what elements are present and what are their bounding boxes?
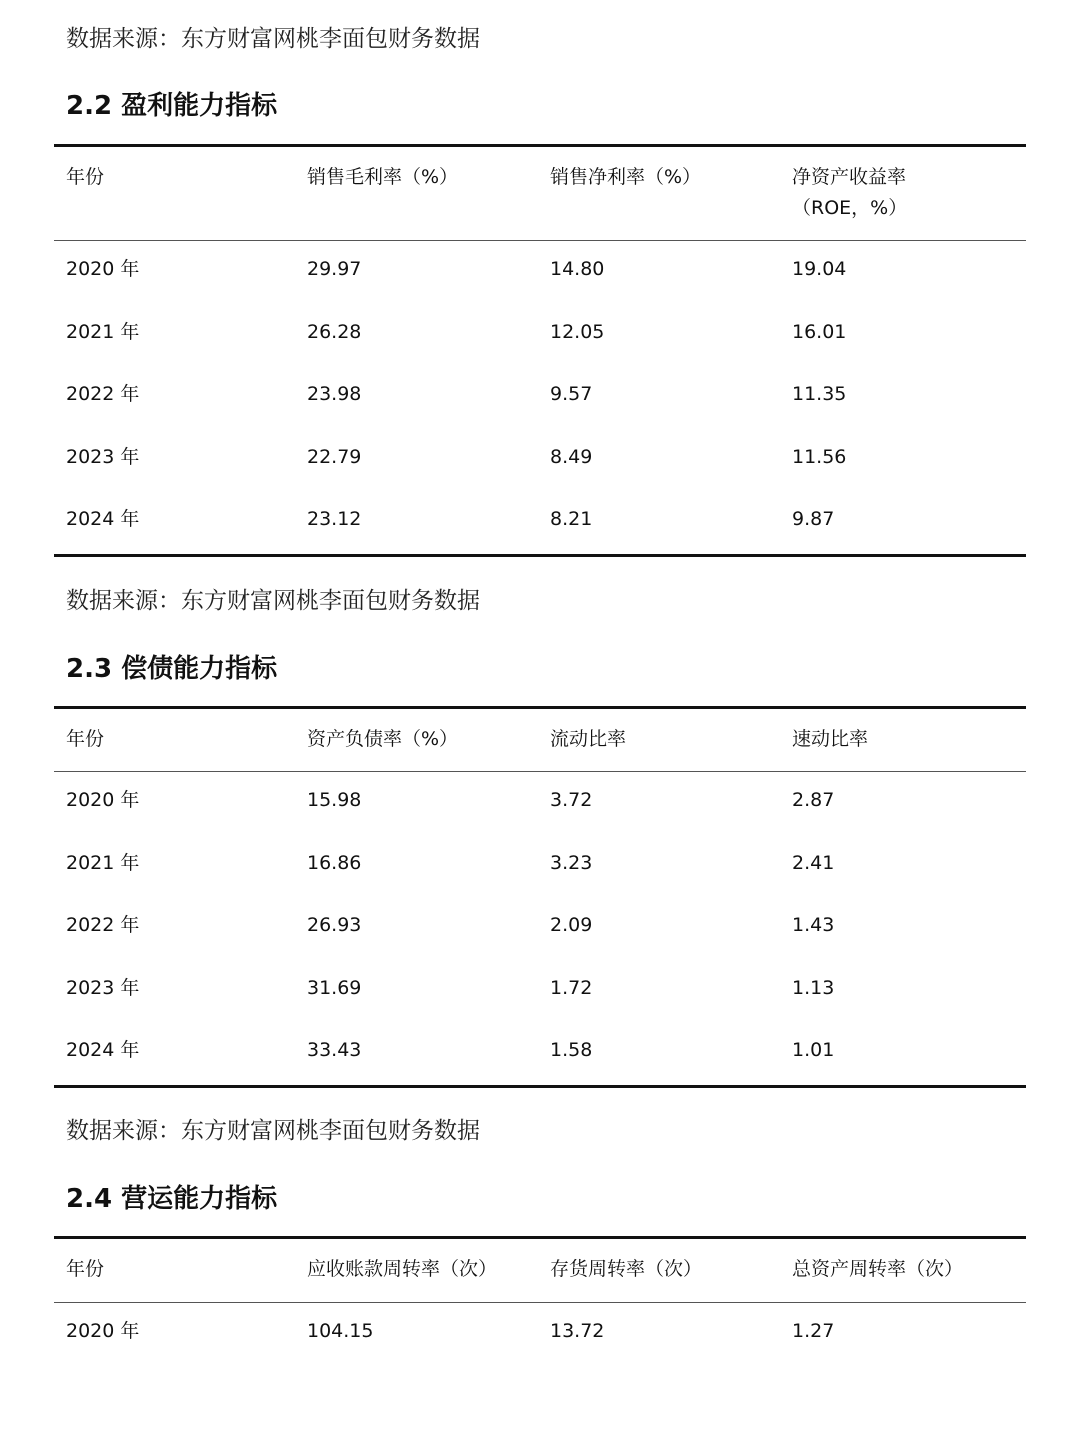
header-roe [792, 162, 907, 224]
header-year: 年份 [66, 728, 105, 750]
cell-roe: 11.56 [792, 445, 847, 468]
cell-year: 2023 年 [66, 976, 140, 999]
header-year: 年份 [66, 1258, 105, 1280]
cell-year: 2024 年 [66, 1039, 140, 1061]
cell-current-ratio: 2.09 [550, 914, 593, 936]
cell-year: 2022 年 [66, 914, 140, 936]
cell-gross-margin: 23.12 [307, 508, 362, 530]
cell-receivables-turnover: 104.15 [307, 1320, 374, 1342]
cell-inventory-turnover: 13.72 [550, 1320, 605, 1342]
header-net-margin: 销售净利率（%） [550, 166, 702, 188]
cell-debt-ratio: 31.69 [307, 976, 362, 999]
cell-quick-ratio: 1.13 [792, 976, 835, 999]
cell-debt-ratio: 26.93 [307, 914, 362, 936]
cell-debt-ratio: 15.98 [307, 789, 362, 811]
header-year: 年份 [66, 166, 105, 188]
cell-roe: 19.04 [792, 258, 847, 280]
cell-gross-margin: 26.28 [307, 320, 362, 343]
section-heading-solvency: 2.3 偿债能力指标 [66, 654, 278, 684]
operating-table [54, 1236, 1026, 1366]
header-debt-ratio: 资产负债率（%） [307, 728, 459, 750]
cell-gross-margin: 22.79 [307, 445, 362, 468]
cell-year: 2024 年 [66, 508, 140, 530]
table-body [54, 241, 1026, 554]
table-row [54, 960, 1026, 1023]
header-current-ratio: 流动比率 [550, 728, 627, 750]
cell-year: 2020 年 [66, 258, 140, 280]
cell-year: 2020 年 [66, 789, 140, 811]
cell-quick-ratio: 2.87 [792, 789, 835, 811]
header-gross-margin: 销售毛利率（%） [307, 166, 459, 188]
data-source-note: 数据来源：东方财富网桃李面包财务数据 [66, 588, 480, 614]
cell-year: 2023 年 [66, 445, 140, 468]
header-asset-turnover: 总资产周转率（次） [792, 1258, 964, 1280]
data-source-note: 数据来源：东方财富网桃李面包财务数据 [66, 1118, 480, 1144]
table-body [54, 772, 1026, 1085]
cell-quick-ratio: 2.41 [792, 851, 835, 874]
table-row [54, 304, 1026, 367]
solvency-table [54, 706, 1026, 1088]
table-header-row [54, 147, 1026, 241]
table-row [54, 241, 1026, 304]
cell-asset-turnover: 1.27 [792, 1320, 835, 1342]
cell-quick-ratio: 1.01 [792, 1039, 835, 1061]
table-row [54, 835, 1026, 898]
cell-current-ratio: 3.23 [550, 851, 593, 874]
section-heading-operating: 2.4 营运能力指标 [66, 1184, 278, 1214]
cell-net-margin: 8.21 [550, 508, 593, 530]
header-quick-ratio: 速动比率 [792, 728, 869, 750]
table-row [54, 491, 1026, 554]
cell-roe: 11.35 [792, 383, 847, 405]
table-row [54, 1303, 1026, 1366]
table-body [54, 1303, 1026, 1366]
cell-year: 2021 年 [66, 320, 140, 343]
section-heading-profitability: 2.2 盈利能力指标 [66, 91, 278, 121]
table-row [54, 897, 1026, 960]
cell-roe: 16.01 [792, 320, 847, 343]
header-inventory-turnover: 存货周转率（次） [550, 1258, 703, 1280]
cell-current-ratio: 1.58 [550, 1039, 593, 1061]
profitability-table [54, 144, 1026, 557]
header-roe-line2: （ROE，%） [792, 197, 908, 219]
cell-current-ratio: 1.72 [550, 976, 593, 999]
table-row [54, 366, 1026, 429]
header-receivables-turnover: 应收账款周转率（次） [307, 1258, 498, 1280]
header-roe-line1: 净资产收益率 [792, 166, 907, 188]
table-header-row [54, 1239, 1026, 1303]
cell-net-margin: 14.80 [550, 258, 605, 280]
cell-quick-ratio: 1.43 [792, 914, 835, 936]
cell-net-margin: 12.05 [550, 320, 605, 343]
cell-net-margin: 9.57 [550, 383, 593, 405]
table-row [54, 1022, 1026, 1085]
cell-gross-margin: 23.98 [307, 383, 362, 405]
data-source-note: 数据来源：东方财富网桃李面包财务数据 [66, 26, 480, 52]
cell-gross-margin: 29.97 [307, 258, 362, 280]
cell-current-ratio: 3.72 [550, 789, 593, 811]
table-row [54, 429, 1026, 492]
cell-year: 2020 年 [66, 1320, 140, 1342]
table-header-row [54, 709, 1026, 772]
cell-year: 2021 年 [66, 851, 140, 874]
cell-debt-ratio: 16.86 [307, 851, 362, 874]
cell-net-margin: 8.49 [550, 445, 593, 468]
cell-debt-ratio: 33.43 [307, 1039, 362, 1061]
cell-roe: 9.87 [792, 508, 835, 530]
cell-year: 2022 年 [66, 383, 140, 405]
table-row [54, 772, 1026, 835]
